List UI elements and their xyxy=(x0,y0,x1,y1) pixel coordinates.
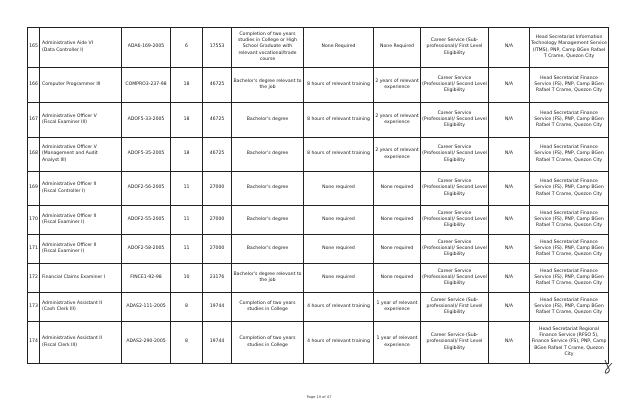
table-row xyxy=(28,235,609,264)
table-row xyxy=(28,28,609,68)
place-of-assignment: Head Secretariat Finance Service (FS), PNP, Camp BGen Rafael T Crame, Quezon City xyxy=(530,103,609,138)
competency: N/A xyxy=(489,28,530,68)
row-number: 168 xyxy=(28,138,40,172)
salary-grade: 8 xyxy=(171,322,203,364)
table-row xyxy=(28,206,609,235)
place-of-assignment: Head Secretariat Finance Service (FS), PNP, Camp BGen Rafael T Crame, Quezon City xyxy=(530,68,609,103)
competency: N/A xyxy=(489,264,530,293)
page-footer: Page 19 of 47 xyxy=(306,395,332,399)
place-of-assignment: Head Secretariat Finance Service (FS), PNP, Camp BGen Rafael T Crame, Quezon City xyxy=(530,172,609,206)
positions-table xyxy=(27,27,609,364)
training-requirement: None required xyxy=(304,264,374,293)
table-row xyxy=(28,322,609,364)
training-requirement: None required xyxy=(304,206,374,235)
position-title: Administrative Officer II (Fiscal Examiner I) xyxy=(40,235,122,264)
competency: N/A xyxy=(489,293,530,322)
monthly-salary: 17553 xyxy=(203,28,232,68)
training-requirement: None required xyxy=(304,172,374,206)
competency: N/A xyxy=(489,103,530,138)
training-requirement: 8 hours of relevant training xyxy=(304,68,374,103)
position-title: Administrative Officer V (Management and Audit Analyst III) xyxy=(40,138,122,172)
monthly-salary: 19744 xyxy=(203,322,232,364)
education-requirement: Bachelor's degree relevant to the job xyxy=(232,68,304,103)
table-body xyxy=(28,28,609,364)
experience-requirement: None required xyxy=(374,206,421,235)
monthly-salary: 23176 xyxy=(203,264,232,293)
experience-requirement: None required xyxy=(374,235,421,264)
experience-requirement: None required xyxy=(374,172,421,206)
eligibility-requirement: Career Service (Professional)/ Second Level Eligibility xyxy=(421,68,489,103)
position-title: Administrative Officer II (Fiscal Controller I) xyxy=(40,172,122,206)
salary-grade: 11 xyxy=(171,172,203,206)
place-of-assignment: Head Secretariat Finance Service (FS), PNP, Camp BGen Rafael T Crame, Quezon City xyxy=(530,235,609,264)
experience-requirement: 1 year of relevant experience xyxy=(374,293,421,322)
competency: N/A xyxy=(489,172,530,206)
position-title: Financial Claims Examiner I xyxy=(40,264,122,293)
training-requirement: 8 hours of relevant training xyxy=(304,103,374,138)
position-title: Administrative Officer V (Fiscal Examiner III) xyxy=(40,103,122,138)
row-number: 170 xyxy=(28,206,40,235)
experience-requirement: 2 years of relevant experience xyxy=(374,103,421,138)
education-requirement: Bachelor's degree xyxy=(232,103,304,138)
position-title: Administrative Assistant II (Fiscal Clerk III) xyxy=(40,322,122,364)
salary-grade: 18 xyxy=(171,68,203,103)
row-number: 174 xyxy=(28,322,40,364)
monthly-salary: 46725 xyxy=(203,138,232,172)
eligibility-requirement: Career Service (Sub-professional)/ First Level Eligibility xyxy=(421,28,489,68)
row-number: 167 xyxy=(28,103,40,138)
eligibility-requirement: Career Service (Professional)/ Second Level Eligibility xyxy=(421,206,489,235)
education-requirement: Completion of two years studies in College or High School Graduate with relevant vocational/trade course xyxy=(232,28,304,68)
monthly-salary: 27000 xyxy=(203,172,232,206)
row-number: 166 xyxy=(28,68,40,103)
competency: N/A xyxy=(489,206,530,235)
salary-grade: 18 xyxy=(171,138,203,172)
row-number: 173 xyxy=(28,293,40,322)
table-row xyxy=(28,103,609,138)
competency: N/A xyxy=(489,68,530,103)
item-code: ADOF2-58-2005 xyxy=(122,235,171,264)
row-number: 169 xyxy=(28,172,40,206)
eligibility-requirement: Career Service (Professional)/ Second Level Eligibility xyxy=(421,264,489,293)
training-requirement: 8 hours of relevant training xyxy=(304,138,374,172)
experience-requirement: None required xyxy=(374,264,421,293)
position-title: Administrative Officer II (Fiscal Examiner I) xyxy=(40,206,122,235)
position-title: Computer Programmer III xyxy=(40,68,122,103)
training-requirement: None required xyxy=(304,235,374,264)
eligibility-requirement: Career Service (Sub-professional)/ First Level Eligibility xyxy=(421,322,489,364)
education-requirement: Bachelor's degree xyxy=(232,172,304,206)
item-code: ADAS2-290-2005 xyxy=(122,322,171,364)
monthly-salary: 19744 xyxy=(203,293,232,322)
monthly-salary: 27000 xyxy=(203,235,232,264)
eligibility-requirement: Career Service (Sub-professional)/ First Level Eligibility xyxy=(421,293,489,322)
education-requirement: Completion of two years studies in College xyxy=(232,322,304,364)
eligibility-requirement: Career Service (Professional)/ Second Level Eligibility xyxy=(421,235,489,264)
training-requirement: 4 hours of relevant training xyxy=(304,293,374,322)
position-title: Administrative Assistant II (Cash Clerk III) xyxy=(40,293,122,322)
competency: N/A xyxy=(489,235,530,264)
experience-requirement: 2 years of relevant experience xyxy=(374,68,421,103)
table-row xyxy=(28,264,609,293)
item-code: ADOF5-33-2005 xyxy=(122,103,171,138)
competency: N/A xyxy=(489,138,530,172)
salary-grade: 11 xyxy=(171,235,203,264)
row-number: 172 xyxy=(28,264,40,293)
competency: N/A xyxy=(489,322,530,364)
signature-initial xyxy=(602,358,614,376)
position-title: Administrative Aide VI (Data Controller I) xyxy=(40,28,122,68)
experience-requirement: 2 years of relevant experience xyxy=(374,138,421,172)
table-row xyxy=(28,172,609,206)
salary-grade: 10 xyxy=(171,264,203,293)
table-row xyxy=(28,138,609,172)
salary-grade: 11 xyxy=(171,206,203,235)
education-requirement: Bachelor's degree relevant to the job xyxy=(232,264,304,293)
eligibility-requirement: Career Service (Professional)/ Second Level Eligibility xyxy=(421,103,489,138)
item-code: ADAS2-111-2005 xyxy=(122,293,171,322)
salary-grade: 18 xyxy=(171,103,203,138)
place-of-assignment: Head Secretariat Finance Service (FS), PNP, Camp BGen Rafael T Crame, Quezon City xyxy=(530,293,609,322)
place-of-assignment: Head Secretariat Regional Finance Service (RFSO 5), Finance Service (FS), PNP, Camp BGen Rafael T Crame, Quezon City xyxy=(530,322,609,364)
item-code: ADOF2-56-2005 xyxy=(122,172,171,206)
item-code: ADOF5-35-2005 xyxy=(122,138,171,172)
row-number: 165 xyxy=(28,28,40,68)
item-code: ADA6-169-2005 xyxy=(122,28,171,68)
table-row xyxy=(28,68,609,103)
item-code: FINCE1-92-98 xyxy=(122,264,171,293)
salary-grade: 8 xyxy=(171,293,203,322)
place-of-assignment: Head Secretariat Finance Service (FS), PNP, Camp BGen Rafael T Crame, Quezon City xyxy=(530,264,609,293)
training-requirement: 4 hours of relevant training xyxy=(304,322,374,364)
monthly-salary: 46725 xyxy=(203,68,232,103)
eligibility-requirement: Career Service (Professional)/ Second Level Eligibility xyxy=(421,172,489,206)
row-number: 171 xyxy=(28,235,40,264)
education-requirement: Bachelor's degree xyxy=(232,138,304,172)
monthly-salary: 46725 xyxy=(203,103,232,138)
place-of-assignment: Head Secretariat Finance Service (FS), PNP, Camp BGen Rafael T Crame, Quezon City xyxy=(530,138,609,172)
education-requirement: Completion of two years studies in College xyxy=(232,293,304,322)
place-of-assignment: Head Secretariat Finance Service (FS), PNP, Camp BGen Rafael T Crame, Quezon City xyxy=(530,206,609,235)
place-of-assignment: Head Secretariat Information Technology Management Service (ITMS), PNP, Camp BGen Rafael T Crame, Quezon City xyxy=(530,28,609,68)
education-requirement: Bachelor's degree xyxy=(232,235,304,264)
table-row xyxy=(28,293,609,322)
monthly-salary: 27000 xyxy=(203,206,232,235)
experience-requirement: None Required xyxy=(374,28,421,68)
item-code: ADOF2-55-2005 xyxy=(122,206,171,235)
item-code: COMPRO3-237-98 xyxy=(122,68,171,103)
salary-grade: 6 xyxy=(171,28,203,68)
education-requirement: Bachelor's degree xyxy=(232,206,304,235)
experience-requirement: 1 year of relevant experience xyxy=(374,322,421,364)
training-requirement: None Required xyxy=(304,28,374,68)
eligibility-requirement: Career Service (Professional)/ Second Level Eligibility xyxy=(421,138,489,172)
